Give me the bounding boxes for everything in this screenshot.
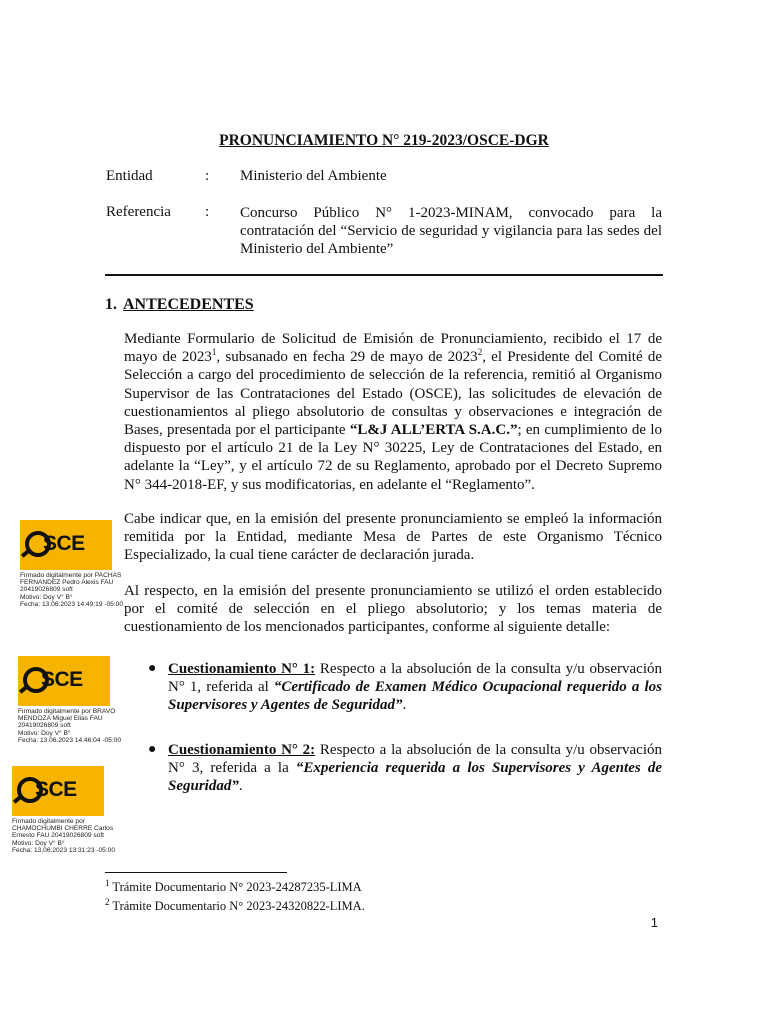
signature-line: Motivo: Doy V° B° <box>20 593 73 601</box>
osce-logo-text: SCE <box>35 778 77 801</box>
para1-text-1: Mediante Formulario de Solicitud de Emisión de Pronunciamiento, recibido el 17 de mayo de 2023 <box>124 331 662 366</box>
signature-line: Firmado digitalmente por PACHAS <box>20 572 122 579</box>
digital-signature-3 <box>12 766 122 854</box>
signature-line: FERNANDEZ Pedro Alexis FAU <box>20 579 114 587</box>
signature-line: MENDOZA Miguel Elias FAU <box>18 715 103 723</box>
digital-signature-2 <box>18 656 128 744</box>
participant-name: “L&J ALL’ERTA S.A.C.” <box>349 422 518 439</box>
signature-line: Firmado digitalmente por BRAVO <box>18 708 116 715</box>
signature-line: Fecha: 13.06.2023 14:46:04 -05:00 <box>18 736 122 744</box>
document-title: PRONUNCIAMIENTO N° 219-2023/OSCE-DGR <box>219 132 549 149</box>
signature-line: 20419026809 soft <box>20 586 73 594</box>
header-divider <box>105 274 663 276</box>
footnote-2 <box>105 896 365 914</box>
cuestionamiento-2-label: Cuestionamiento N° 2: <box>168 742 316 758</box>
signature-text <box>12 818 122 854</box>
paragraph-antecedentes <box>124 330 662 494</box>
signature-line: Fecha: 13.06.2023 14:49:19 -05:00 <box>20 600 124 608</box>
osce-logo-text: SCE <box>41 668 83 691</box>
para1-text-4: ; en cumplimiento de lo dispuesto por el artículo 21 de la Ley N° 30225, Ley de Contrataciones del Estado, en adelante la “Ley”, y el artículo 72 de su Reglamento, aprobado por el Decreto Supremo N° 344-2018-EF, y sus modificatorias, en adelante el “Reglamento”. <box>124 422 662 493</box>
bullet-icon: ● <box>148 661 157 676</box>
section-heading <box>105 296 254 314</box>
footnote-ref-2: 2 <box>477 347 483 358</box>
footnote-1 <box>105 877 362 895</box>
cuestionamiento-1-label: Cuestionamiento N° 1: <box>168 661 316 677</box>
footnote-number: 1 <box>105 877 110 888</box>
signature-line: Motivo: Doy V° B° <box>12 839 65 847</box>
bullet-icon: ● <box>148 742 157 757</box>
osce-logo-icon <box>18 656 110 706</box>
section-number: 1. <box>105 296 117 313</box>
paragraph-orden: Al respecto, en la emisión del presente pronunciamiento se utilizó el orden establecido por el comité de selección en el pliego absolutorio; y los temas materia de cuestionamiento de los mencionados participantes, conforme al siguiente detalle: <box>124 583 662 636</box>
signature-line: Ernesto FAU 20419026809 soft <box>12 832 105 840</box>
para1-text-2: , subsanado en fecha 29 de mayo de 2023 <box>216 349 478 366</box>
signature-text <box>18 708 128 744</box>
cuestionamiento-1 <box>168 660 662 715</box>
section-title: ANTECEDENTES <box>123 296 254 313</box>
referencia-colon: : <box>205 204 210 220</box>
osce-logo-text: SCE <box>43 532 85 555</box>
entidad-colon: : <box>205 168 210 184</box>
referencia-label: Referencia <box>106 204 171 220</box>
para1-text-3: , el Presidente del Comité de Selección a cargo del procedimiento de selección de la referencia, remitió al Organismo Supervisor de las Contrataciones del Estado (OSCE), las solicitudes de elevación de cuestionamientos al pliego absolutorio de consultas y observaciones e integración de Bases, presentada por el participante <box>124 349 662 439</box>
digital-signature-1 <box>20 520 130 608</box>
cuestionamiento-2-end: . <box>238 778 243 795</box>
footnote-text: Trámite Documentario N° 2023-24287235-LIMA <box>109 880 362 894</box>
entidad-value: Ministerio del Ambiente <box>240 168 387 184</box>
page-number: 1 <box>650 915 658 930</box>
footnote-text: Trámite Documentario N° 2023-24320822-LIMA. <box>109 899 365 913</box>
footnote-ref-1: 1 <box>211 347 217 358</box>
osce-logo-icon <box>20 520 112 570</box>
osce-logo-icon <box>12 766 104 816</box>
cuestionamiento-1-subject: “Certificado de Examen Médico Ocupacional requerido a los Supervisores y Agentes de Seguridad” <box>168 679 662 714</box>
signature-line: Motivo: Doy V° B° <box>18 729 71 737</box>
signature-line: CHAMOCHUMBI CHERRE Carlos <box>12 825 114 833</box>
footnote-number: 2 <box>105 896 110 907</box>
signature-line: Fecha: 13.06.2023 13:31:23 -05:00 <box>12 846 116 854</box>
cuestionamiento-2-subject: “Experiencia requerida a los Supervisores y Agentes de Seguridad” <box>168 760 662 795</box>
cuestionamiento-2-text: Respecto a la absolución de la consulta y/u observación N° 3, referida a la <box>168 742 662 777</box>
cuestionamiento-2 <box>168 741 662 796</box>
signature-text <box>20 572 130 608</box>
signature-line: Firmado digitalmente por <box>12 818 85 825</box>
cuestionamiento-1-text: Respecto a la absolución de la consulta y/u observación N° 1, referida al <box>168 661 662 696</box>
footnote-divider <box>105 872 287 873</box>
signature-line: 20419026809 soft <box>18 722 71 730</box>
referencia-value: Concurso Público N° 1-2023-MINAM, convocado para la contratación del “Servicio de seguridad y vigilancia para las sedes del Ministerio del Ambiente” <box>240 205 662 257</box>
paragraph-informacion: Cabe indicar que, en la emisión del presente pronunciamiento se empleó la información remitida por la Entidad, mediante Mesa de Partes de este Organismo Técnico Especializado, la cual tiene carácter de declaración jurada. <box>124 511 662 564</box>
cuestionamiento-1-end: . <box>402 697 407 714</box>
entidad-label: Entidad <box>106 168 153 184</box>
